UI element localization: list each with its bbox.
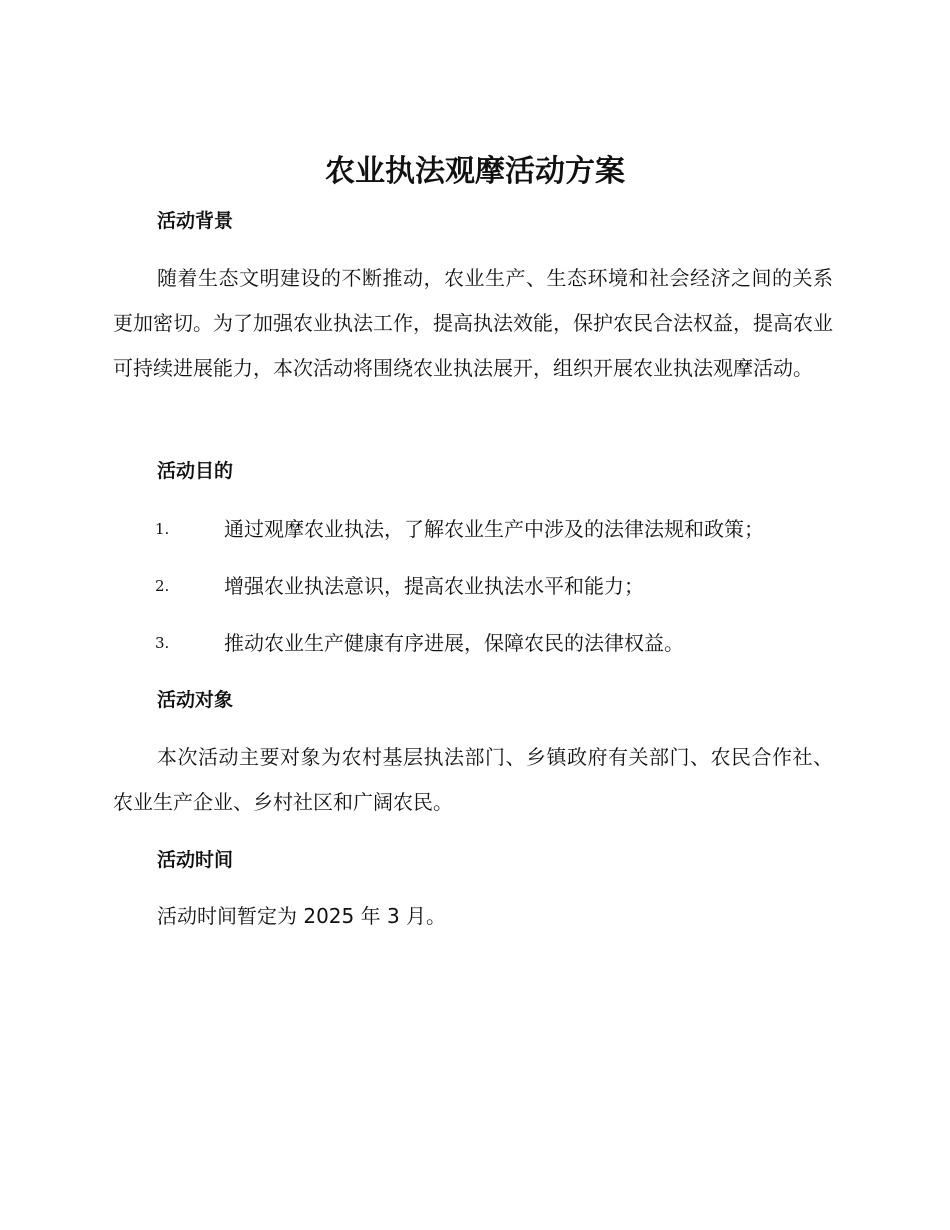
list-text: 增强农业执法意识，提高农业执法水平和能力； [224,574,644,598]
list-text: 推动农业生产健康有序进展，保障农民的法律权益。 [224,631,684,655]
list-number: 2. [155,577,170,595]
list-number: 3. [155,634,170,652]
section-heading-audience: 活动对象 [157,689,234,711]
background-paragraph: 随着生态文明建设的不断推动，农业生产、生态环境和社会经济之间的关系更加密切。为了加强农业执法工作，提高执法效能，保护农民合法权益，提高农业可持续进展能力，本次活动将围绕农业执法展开，组织开展农业执法观摩活动。 [113,266,833,380]
section-heading-time: 活动时间 [157,849,234,871]
time-paragraph: 活动时间暂定为 2025 年 3 月。 [157,904,447,928]
section-heading-background: 活动背景 [157,210,234,232]
list-number: 1. [155,520,170,538]
section-heading-goals: 活动目的 [157,460,234,482]
document-title: 农业执法观摩活动方案 [325,154,625,189]
list-text: 通过观摩农业执法，了解农业生产中涉及的法律法规和政策； [224,517,764,541]
audience-paragraph: 本次活动主要对象为农村基层执法部门、乡镇政府有关部门、农民合作社、农业生产企业、乡村社区和广阔农民。 [113,745,833,814]
